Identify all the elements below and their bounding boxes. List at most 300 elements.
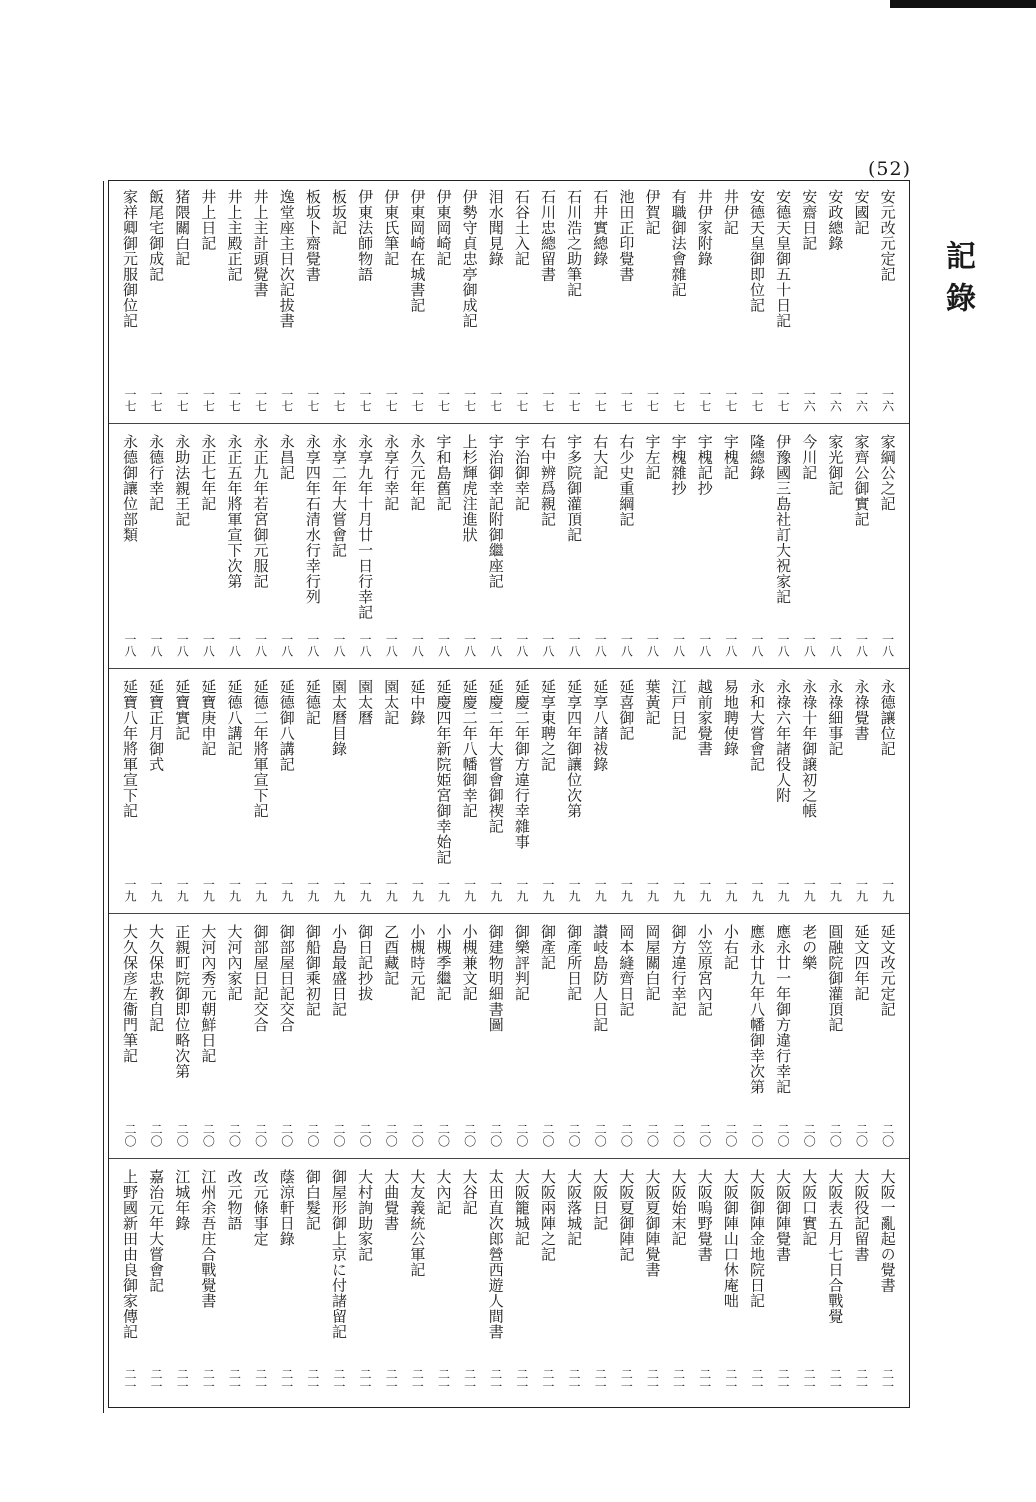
entry-title: 大阪役記留書	[852, 1169, 871, 1262]
index-entry	[222, 434, 248, 668]
index-entry	[822, 434, 848, 668]
entry-page-number: 二〇	[567, 1123, 582, 1147]
entry-page-number: 一六	[880, 388, 895, 412]
index-entry	[692, 434, 718, 668]
entry-title: 今川記	[800, 434, 819, 481]
entry-page-number: 二一	[488, 1368, 503, 1392]
index-entry	[378, 679, 404, 913]
entry-page-number: 一七	[175, 388, 190, 412]
entry-page-number: 一七	[436, 388, 451, 412]
index-entry	[431, 679, 457, 913]
entry-title: 安德天皇御即位記	[748, 189, 766, 313]
index-entry	[483, 1169, 509, 1403]
entry-title: 宇多院御灌頂記	[565, 434, 584, 543]
index-entry	[561, 434, 587, 668]
entry-page-number: 二〇	[279, 1123, 294, 1147]
entry-title: 蔭涼軒日錄	[277, 1169, 296, 1247]
index-entry	[117, 1169, 143, 1403]
entry-page-number: 一七	[697, 388, 712, 412]
entry-page-number: 二〇	[619, 1123, 634, 1147]
entry-page-number: 二一	[123, 1368, 137, 1392]
entry-page-number: 二一	[802, 1368, 817, 1392]
entry-page-number: 二〇	[305, 1123, 320, 1147]
index-entry	[300, 924, 326, 1158]
index-entry	[509, 189, 535, 423]
entry-title: 永德讓位記	[878, 679, 897, 757]
entry-page-number: 二〇	[123, 1123, 137, 1147]
entry-page-number: 二一	[671, 1368, 686, 1392]
entry-page-number: 二〇	[253, 1123, 268, 1147]
index-entry	[718, 189, 744, 423]
entry-title: 池田正印覺書	[617, 189, 636, 282]
entry-title: 葉黃記	[643, 679, 662, 726]
entry-page-number: 二一	[332, 1368, 346, 1392]
entry-title: 延享東聘之記	[539, 679, 557, 772]
entry-title: 大阪御陣覺書	[774, 1169, 793, 1262]
entry-title: 延喜御記	[617, 679, 636, 741]
entry-title: 延慶二年大嘗會御禊記	[486, 679, 505, 834]
entry-page-number: 二〇	[384, 1123, 399, 1147]
entry-title: 永祿十年御譲初之帳	[800, 679, 819, 819]
index-entry	[457, 434, 483, 668]
entry-page-number: 一六	[854, 388, 869, 412]
entry-page-number: 二一	[514, 1368, 529, 1392]
entry-page-number: 二〇	[488, 1123, 503, 1147]
index-entry	[587, 1169, 613, 1403]
entry-title: 永正五年將軍宣下次第	[225, 434, 244, 589]
entry-page-number: 一八	[645, 633, 660, 657]
entry-page-number: 一八	[358, 633, 373, 657]
entry-page-number: 二一	[384, 1368, 399, 1392]
entry-title: 永祿六年諸役人附	[774, 679, 793, 803]
entry-title: 家齊公御實記	[852, 434, 871, 527]
index-entry	[744, 434, 770, 668]
entry-title: 園太曆	[356, 679, 375, 726]
entry-page-number: 二一	[619, 1368, 634, 1392]
entry-page-number: 二一	[227, 1368, 242, 1392]
entry-title: 延寶正月御式	[147, 679, 166, 772]
entry-page-number: 二〇	[854, 1123, 869, 1147]
entry-title: 御屋形御上京に付諸留記	[330, 1169, 348, 1340]
entry-title: 延寶實記	[173, 679, 192, 741]
index-entry	[378, 924, 404, 1158]
entry-page-number: 二一	[567, 1368, 582, 1392]
index-entry	[718, 679, 744, 913]
entry-page-number: 一七	[593, 388, 608, 412]
entry-title: 大阪口實記	[800, 1169, 819, 1247]
entry-title: 延德八講記	[225, 679, 244, 757]
entry-page-number: 一九	[514, 878, 529, 902]
index-entry	[613, 679, 639, 913]
entry-title: 宇治御幸記	[512, 434, 531, 512]
entry-title: 石川浩之助筆記	[565, 189, 584, 298]
index-entry	[222, 679, 248, 913]
index-entry	[169, 924, 195, 1158]
entry-title: 右中辨爲親記	[539, 434, 557, 527]
entry-page-number: 一七	[227, 388, 242, 412]
index-entry	[640, 189, 666, 423]
entry-title: 伊東法師物語	[356, 189, 375, 282]
entry-page-number: 一八	[201, 633, 216, 657]
entry-page-number: 二〇	[541, 1123, 555, 1147]
entry-title: 岡屋關白記	[643, 924, 662, 1002]
index-entry	[457, 924, 483, 1158]
index-entry	[404, 679, 430, 913]
entry-page-number: 一七	[776, 388, 791, 412]
entry-title: 伊東岡崎在城書記	[408, 189, 427, 313]
index-entry	[561, 1169, 587, 1403]
entry-title: 應永廿一年御方違行幸記	[774, 924, 793, 1095]
index-entry	[143, 1169, 169, 1403]
entry-page-number: 一八	[227, 633, 242, 657]
index-entry	[326, 924, 352, 1158]
entry-title: 大阪日記	[591, 1169, 610, 1231]
entry-page-number: 一七	[488, 388, 503, 412]
index-entry	[248, 434, 274, 668]
entry-page-number: 二一	[750, 1368, 764, 1392]
index-band	[109, 181, 909, 424]
entry-title: 永享行幸記	[382, 434, 401, 512]
index-entry	[770, 434, 796, 668]
entry-page-number: 一七	[541, 388, 555, 412]
entry-page-number: 一九	[776, 878, 791, 902]
index-entry	[718, 434, 744, 668]
entry-title: 延寶庚申記	[199, 679, 218, 757]
entry-title: 泪水聞見錄	[486, 189, 505, 267]
entry-title: 家綱公之記	[878, 434, 897, 512]
entry-page-number: 一九	[305, 878, 320, 902]
entry-title: 大友義統公軍記	[408, 1169, 427, 1278]
entry-page-number: 二一	[541, 1368, 555, 1392]
entry-title: 宇槐記	[721, 434, 740, 481]
entry-page-number: 一九	[567, 878, 582, 902]
entry-page-number: 一九	[123, 878, 137, 902]
entry-page-number: 一九	[619, 878, 634, 902]
entry-page-number: 一九	[358, 878, 373, 902]
entry-page-number: 一九	[436, 878, 451, 902]
index-entry	[640, 679, 666, 913]
entry-page-number: 二〇	[671, 1123, 686, 1147]
entry-title: 越前家覺書	[695, 679, 714, 757]
entry-title: 延文改元定記	[878, 924, 897, 1017]
entry-page-number: 一七	[514, 388, 529, 412]
index-entry	[875, 679, 901, 913]
entry-title: 石井實總錄	[591, 189, 610, 267]
entry-title: 延德二年將軍宣下記	[251, 679, 270, 819]
entry-page-number: 二〇	[723, 1123, 738, 1147]
index-entry	[117, 189, 143, 423]
index-entry	[431, 434, 457, 668]
index-entry	[274, 1169, 300, 1403]
entry-title: 大曲覺書	[382, 1169, 401, 1231]
index-entry	[143, 189, 169, 423]
entry-title: 飯尾宅御成記	[147, 189, 166, 282]
entry-title: 有職御法會雜記	[669, 189, 688, 298]
entry-title: 改元條事定	[251, 1169, 270, 1247]
index-entry	[666, 924, 692, 1158]
index-entry	[535, 434, 561, 668]
entry-page-number: 一九	[802, 878, 817, 902]
index-entry	[849, 1169, 875, 1403]
entry-title: 永德御讓位部類	[121, 434, 139, 543]
entry-title: 永德行幸記	[147, 434, 166, 512]
index-entry	[378, 434, 404, 668]
index-entry	[613, 924, 639, 1158]
index-entry	[117, 924, 143, 1158]
entry-page-number: 一九	[175, 878, 190, 902]
entry-page-number: 一八	[123, 633, 137, 657]
entry-title: 延慶四年新院姫宮御幸始記	[434, 679, 453, 865]
entry-title: 大久保彦左衞門筆記	[121, 924, 139, 1064]
index-entry	[143, 679, 169, 913]
entry-page-number: 一七	[149, 388, 164, 412]
index-entry	[404, 924, 430, 1158]
index-entry	[352, 434, 378, 668]
index-entry	[169, 679, 195, 913]
entry-title: 大河內秀元朝鮮日記	[199, 924, 218, 1064]
entry-title: 井上主計頭覺書	[251, 189, 270, 298]
index-entry	[613, 189, 639, 423]
index-entry	[849, 189, 875, 423]
entry-page-number: 二〇	[697, 1123, 712, 1147]
entry-page-number: 二一	[305, 1368, 320, 1392]
index-entry	[274, 924, 300, 1158]
index-entry	[692, 924, 718, 1158]
index-entry	[587, 434, 613, 668]
entry-title: 井上主殿正記	[225, 189, 244, 282]
entry-page-number: 一九	[384, 878, 399, 902]
entry-page-number: 一七	[358, 388, 373, 412]
entry-page-number: 一九	[201, 878, 216, 902]
index-entry	[457, 189, 483, 423]
entry-page-number: 二〇	[750, 1123, 764, 1147]
index-entry	[143, 434, 169, 668]
index-entry	[561, 679, 587, 913]
entry-title: 小槻時元記	[408, 924, 427, 1002]
entry-title: 石谷土入記	[512, 189, 531, 267]
entry-title: 園太曆目錄	[330, 679, 348, 757]
entry-page-number: 二〇	[175, 1123, 190, 1147]
index-entry	[326, 189, 352, 423]
entry-title: 御建物明細書圖	[486, 924, 505, 1033]
entry-title: 老の樂	[800, 924, 819, 971]
index-entry	[404, 189, 430, 423]
entry-title: 大阪夏御陣記	[617, 1169, 636, 1262]
index-entry	[169, 1169, 195, 1403]
index-entry	[352, 924, 378, 1158]
index-entry	[875, 924, 901, 1158]
index-entry	[666, 1169, 692, 1403]
index-entry	[352, 679, 378, 913]
entry-page-number: 二一	[828, 1368, 843, 1392]
entry-page-number: 一七	[279, 388, 294, 412]
index-entry	[535, 1169, 561, 1403]
index-entry	[796, 1169, 822, 1403]
entry-page-number: 一七	[567, 388, 582, 412]
index-entry	[483, 434, 509, 668]
index-entry	[849, 434, 875, 668]
entry-page-number: 一七	[253, 388, 268, 412]
entry-page-number: 一七	[462, 388, 477, 412]
entry-page-number: 二〇	[358, 1123, 373, 1147]
index-frame	[108, 180, 910, 1408]
index-entry	[718, 924, 744, 1158]
index-entry	[613, 434, 639, 668]
index-entry	[692, 189, 718, 423]
entry-page-number: 一八	[410, 633, 425, 657]
entry-page-number: 二〇	[227, 1123, 242, 1147]
entry-page-number: 一九	[541, 878, 555, 902]
index-entry	[169, 189, 195, 423]
index-entry	[378, 1169, 404, 1403]
index-entry	[561, 189, 587, 423]
entry-title: 園太記	[382, 679, 401, 726]
entry-page-number: 一八	[567, 633, 582, 657]
entry-page-number: 一八	[697, 633, 712, 657]
entry-title: 永祿覺書	[852, 679, 871, 741]
index-band	[109, 671, 909, 914]
index-entry	[404, 434, 430, 668]
entry-title: 安國記	[852, 189, 871, 236]
entry-page-number: 一七	[723, 388, 738, 412]
index-entry	[718, 1169, 744, 1403]
entry-page-number: 一七	[645, 388, 660, 412]
index-entry	[849, 924, 875, 1158]
index-entry	[222, 1169, 248, 1403]
index-entry	[796, 679, 822, 913]
index-entry	[587, 924, 613, 1158]
entry-page-number: 一七	[332, 388, 346, 412]
index-entry	[796, 924, 822, 1158]
index-entry	[248, 679, 274, 913]
entry-page-number: 二一	[358, 1368, 373, 1392]
entry-page-number: 二一	[462, 1368, 477, 1392]
entry-page-number: 一七	[619, 388, 634, 412]
entry-title: 岡本縫齊日記	[617, 924, 636, 1017]
entry-title: 延享四年御讓位次第	[565, 679, 584, 819]
entry-title: 圓融院御灌頂記	[826, 924, 845, 1033]
entry-title: 安政總錄	[826, 189, 845, 251]
entry-page-number: 一八	[149, 633, 164, 657]
entry-title: 御產所日記	[565, 924, 584, 1002]
entry-title: 御白髮記	[303, 1169, 322, 1231]
entry-title: 井上日記	[199, 189, 218, 251]
index-entry	[483, 189, 509, 423]
entry-title: 小槻兼文記	[460, 924, 479, 1002]
entry-page-number: 一八	[593, 633, 608, 657]
index-entry	[117, 434, 143, 668]
index-entry	[509, 434, 535, 668]
index-entry	[561, 924, 587, 1158]
entry-title: 宇槐記抄	[695, 434, 714, 496]
index-entry	[744, 1169, 770, 1403]
entry-page-number: 一六	[828, 388, 843, 412]
index-entry	[169, 434, 195, 668]
index-entry	[875, 189, 901, 423]
entry-title: 大阪始末記	[669, 1169, 688, 1247]
entry-page-number: 一八	[279, 633, 294, 657]
entry-page-number: 二〇	[828, 1123, 843, 1147]
index-entry	[822, 1169, 848, 1403]
entry-page-number: 一七	[750, 388, 764, 412]
index-band	[109, 1161, 909, 1404]
entry-page-number: 一八	[854, 633, 869, 657]
entry-title: 延慶二年八幡御幸記	[460, 679, 479, 819]
index-entry	[248, 924, 274, 1158]
entry-title: 家祥卿御元服御位記	[121, 189, 139, 329]
entry-title: 江戸日記	[669, 679, 688, 741]
entry-page-number: 一九	[671, 878, 686, 902]
entry-page-number: 二〇	[201, 1123, 216, 1147]
index-entry	[248, 189, 274, 423]
index-entry	[378, 189, 404, 423]
entry-title: 宇治御幸記附御繼座記	[486, 434, 505, 589]
index-entry	[300, 434, 326, 668]
entry-page-number: 一七	[201, 388, 216, 412]
index-entry	[404, 1169, 430, 1403]
entry-page-number: 一九	[253, 878, 268, 902]
entry-title: 御船御乘初記	[303, 924, 322, 1017]
entry-page-number: 一八	[880, 633, 895, 657]
index-entry	[483, 924, 509, 1158]
index-entry	[222, 189, 248, 423]
entry-title: 伊豫國三島社訂大祝家記	[774, 434, 793, 605]
entry-title: 延文四年記	[852, 924, 871, 1002]
index-entry	[744, 924, 770, 1158]
index-entry	[326, 1169, 352, 1403]
entry-title: 御部屋日記交合	[251, 924, 270, 1033]
top-edge-bar	[890, 0, 1036, 8]
index-entry	[509, 679, 535, 913]
entry-title: 永正九年若宮御元服記	[251, 434, 270, 589]
entry-page-number: 一九	[279, 878, 294, 902]
index-entry	[195, 924, 221, 1158]
index-entry	[535, 189, 561, 423]
entry-title: 小槻季繼記	[434, 924, 453, 1002]
entry-page-number: 一八	[305, 633, 320, 657]
entry-page-number: 二〇	[645, 1123, 660, 1147]
index-entry	[248, 1169, 274, 1403]
entry-page-number: 二〇	[880, 1123, 895, 1147]
entry-page-number: 一八	[671, 633, 686, 657]
index-entry	[640, 434, 666, 668]
entry-title: 家光御記	[826, 434, 845, 496]
entry-page-number: 二〇	[149, 1123, 164, 1147]
entry-page-number: 二一	[776, 1368, 791, 1392]
index-entry	[875, 434, 901, 668]
entry-page-number: 二一	[645, 1368, 660, 1392]
index-entry	[692, 679, 718, 913]
entry-title: 大內記	[434, 1169, 453, 1216]
entry-page-number: 二一	[723, 1368, 738, 1392]
entry-page-number: 二〇	[436, 1123, 451, 1147]
entry-title: 延德記	[303, 679, 322, 726]
index-entry	[744, 679, 770, 913]
entry-title: 永祿細事記	[826, 679, 845, 757]
entry-title: 板坂卜齋覺書	[303, 189, 322, 282]
entry-page-number: 一七	[410, 388, 425, 412]
entry-title: 宇和島舊記	[434, 434, 453, 512]
entry-title: 安齋日記	[800, 189, 819, 251]
entry-page-number: 一九	[149, 878, 164, 902]
entry-title: 延慶二年御方違行幸雜事	[512, 679, 531, 850]
entry-title: 井伊家附錄	[695, 189, 714, 267]
entry-title: 太田直次郎營西遊人間書	[486, 1169, 505, 1340]
entry-page-number: 一九	[854, 878, 869, 902]
entry-page-number: 一八	[723, 633, 738, 657]
entry-title: 石川忠總留書	[539, 189, 557, 282]
index-entry	[274, 189, 300, 423]
